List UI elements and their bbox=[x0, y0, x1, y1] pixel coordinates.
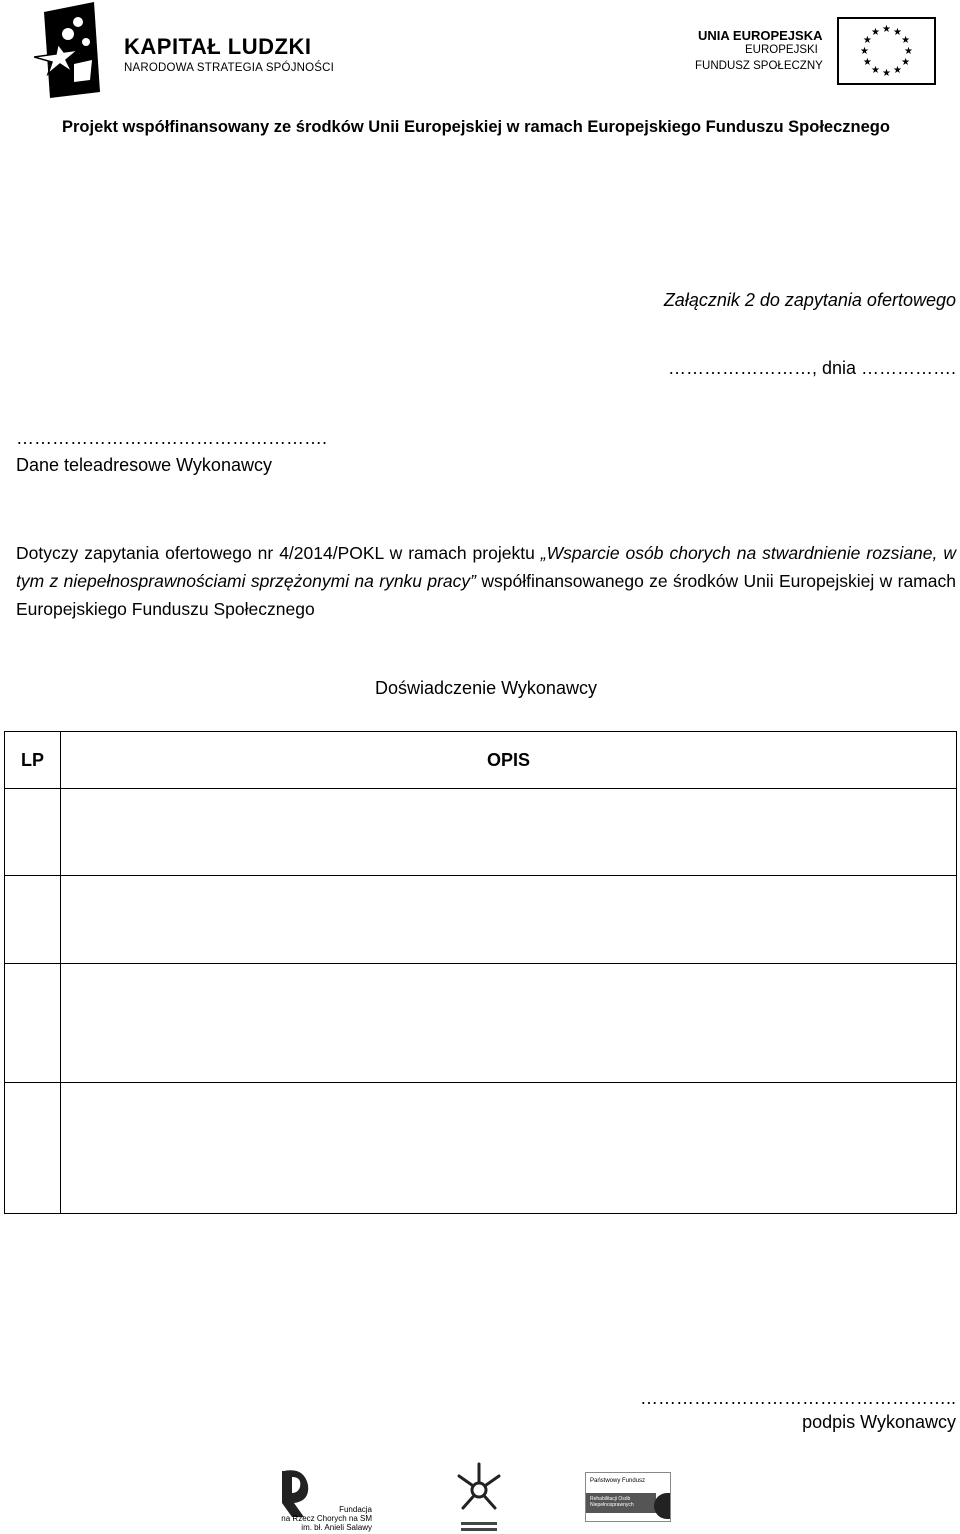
eu-star-icon: ★ bbox=[860, 46, 869, 57]
column-header-lp: LP bbox=[5, 732, 61, 789]
place-date-line: ……………………, dnia ……………. bbox=[667, 358, 956, 378]
project-name: „Wsparcie osób chorych na stwardnienie rozsiane, w tym z niepełnosprawnościami sprzężonymi na rynku pracy” bbox=[16, 543, 956, 591]
eu-star-icon: ★ bbox=[904, 46, 913, 57]
eu-star-icon: ★ bbox=[893, 65, 902, 77]
column-header-opis: OPIS bbox=[61, 732, 957, 789]
pfron-line1: Państwowy Fundusz bbox=[590, 1478, 646, 1484]
eu-star-icon: ★ bbox=[862, 35, 872, 46]
table-cell-lp[interactable] bbox=[5, 964, 61, 1083]
pfron-logo bbox=[585, 1472, 671, 1522]
reference-suffix: współfinansowanego ze środków Unii Europejskiej w ramach Europejskiego Funduszu Społecznego bbox=[16, 571, 956, 619]
table-cell-lp[interactable] bbox=[5, 789, 61, 876]
logo-subtitle: NARODOWA STRATEGIA SPÓJNOŚCI bbox=[124, 62, 335, 74]
table-cell-opis[interactable] bbox=[61, 964, 957, 1083]
eu-label-line2: EUROPEJSKI bbox=[745, 44, 818, 56]
eu-flag-icon bbox=[837, 17, 936, 85]
contractor-label: Dane teleadresowe Wykonawcy bbox=[16, 455, 272, 475]
sm-foundation-text: Fundacja na Rzecz Chorych na SM im. bł. Anieli Salawy bbox=[281, 1505, 372, 1532]
table-row bbox=[5, 1083, 957, 1214]
section-title: Doświadczenie Wykonawcy bbox=[375, 678, 597, 698]
eu-star-icon: ★ bbox=[901, 35, 911, 46]
table-header-row bbox=[5, 732, 957, 789]
pfron-line2: Rehabilitacji Osób Niepełnosprawnych bbox=[586, 1493, 656, 1513]
table-cell-lp[interactable] bbox=[5, 876, 61, 964]
pfron-half-circle-icon bbox=[654, 1493, 670, 1519]
ms-society-star-logo bbox=[455, 1460, 503, 1534]
reference-paragraph bbox=[16, 539, 956, 623]
table-cell-opis[interactable] bbox=[61, 789, 957, 876]
cofinancing-banner: Projekt współfinansowany ze środków Unii Europejskiej w ramach Europejskiego Funduszu Społecznego bbox=[62, 118, 890, 136]
eu-star-icon: ★ bbox=[893, 26, 902, 38]
kapital-ludzki-logo bbox=[34, 2, 104, 98]
signature-label: podpis Wykonawcy bbox=[802, 1412, 956, 1432]
eu-label-line1: UNIA EUROPEJSKA bbox=[698, 28, 823, 43]
contractor-dots-line: ……………………………………………. bbox=[16, 428, 328, 448]
table-cell-lp[interactable] bbox=[5, 1083, 61, 1214]
logo-title: KAPITAŁ LUDZKI bbox=[124, 34, 312, 59]
eu-star-icon: ★ bbox=[862, 57, 872, 68]
reference-prefix: Dotyczy zapytania ofertowego nr 4/2014/POKL w ramach projektu bbox=[16, 543, 535, 563]
table-row bbox=[5, 789, 957, 876]
eu-star-icon: ★ bbox=[901, 57, 911, 68]
eu-star-icon: ★ bbox=[871, 26, 880, 38]
eu-star-icon: ★ bbox=[882, 24, 891, 35]
table-cell-opis[interactable] bbox=[61, 876, 957, 964]
table-cell-opis[interactable] bbox=[61, 1083, 957, 1214]
table-row bbox=[5, 876, 957, 964]
experience-table bbox=[4, 731, 957, 1214]
eu-star-icon: ★ bbox=[882, 68, 891, 79]
eu-label-line3: FUNDUSZ SPOŁECZNY bbox=[695, 60, 823, 72]
table-row bbox=[5, 964, 957, 1083]
eu-star-icon: ★ bbox=[871, 65, 880, 77]
signature-dots-line: …………………………………………….. bbox=[639, 1388, 956, 1408]
annex-label: Załącznik 2 do zapytania ofertowego bbox=[663, 290, 956, 310]
